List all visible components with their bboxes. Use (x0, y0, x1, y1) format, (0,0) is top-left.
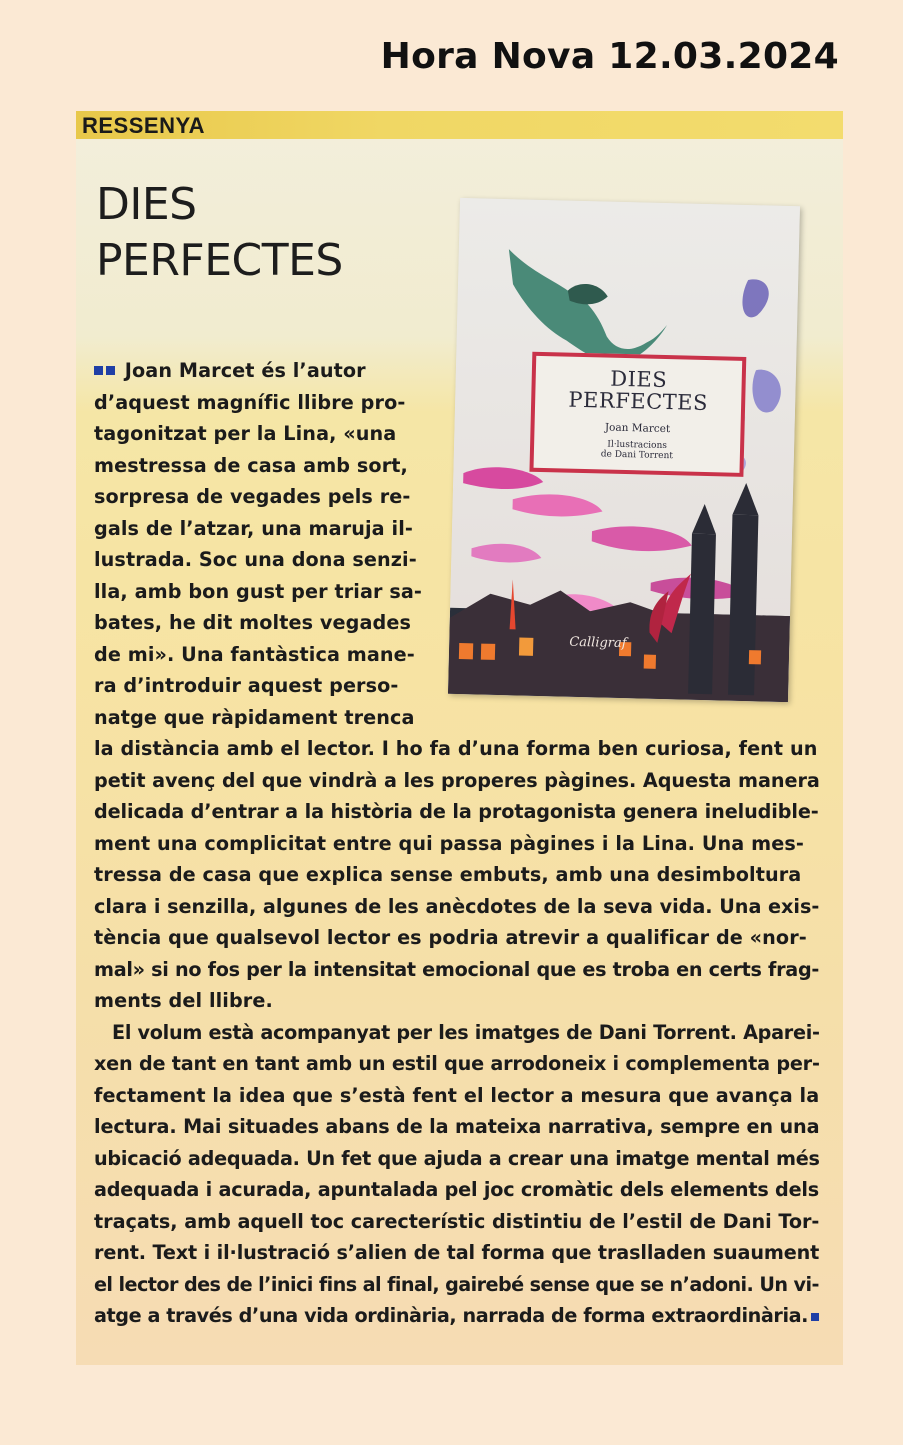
title-line: PERFECTES (96, 235, 343, 286)
text-line: mestressa de casa amb sort, (94, 453, 408, 477)
text-line: lla, amb bon gust per triar sa- (94, 579, 422, 603)
text-line: ubicació adequada. Un fet que ajuda a crear una imatge mental més (94, 1146, 820, 1170)
text-line: lustrada. Soc una dona senzi- (94, 548, 417, 571)
text-line: lectura. Mai situades abans de la mateixa narrativa, sempre en una (94, 1115, 820, 1138)
cover-title-line: PERFECTES (568, 387, 709, 416)
paragraph-marker-icon (94, 366, 103, 375)
text-line: fectament la idea que s’està fent el lector a mesura que avança la (94, 1083, 820, 1107)
cover-author: Joan Marcet (604, 421, 671, 436)
text-line: tressa de casa que explica sense embuts, amb una desimboltura (94, 863, 802, 886)
title-line: DIES (96, 179, 197, 230)
text-line: El volum està acompanyat per les imatges de Dani Torrent. Aparei- (112, 1020, 820, 1044)
section-tag: RESSENYA (82, 113, 206, 138)
cover-illustrator-line: Il·lustracions (607, 439, 668, 452)
text-line: ment una complicitat entre qui passa pàgines i la Lina. Una mes- (94, 831, 804, 855)
text-line: d’aquest magnífic llibre pro- (94, 390, 406, 414)
text-line: ments del llibre. (94, 989, 273, 1012)
text-line: delicada d’entrar a la història de la protagonista genera ineludible- (94, 800, 819, 823)
cover-title-box (529, 352, 746, 477)
end-marker-icon (811, 1313, 819, 1321)
article-title (96, 177, 343, 289)
text-line: xen de tant en tant amb un estil que arrodoneix i complementa per- (94, 1052, 820, 1075)
text-line: ra d’introduir aquest perso- (94, 674, 399, 697)
cover-title (535, 366, 742, 415)
text-line: clara i senzilla, algunes de les anècdotes de la seva vida. Una exis- (94, 894, 820, 918)
section-bar (76, 111, 843, 139)
article-body (94, 733, 826, 1332)
cover-illustrator-line: de Dani Torrent (600, 449, 674, 462)
text-line: la distància amb el lector. I ho fa d’una forma ben curiosa, fent un (94, 737, 818, 760)
text-line: adequada i acurada, apuntalada pel joc cromàtic dels elements dels (94, 1178, 820, 1201)
text-line: natge que ràpidament trenca (94, 705, 415, 729)
text-line: gals de l’atzar, una maruja il- (94, 516, 413, 540)
book-cover-image (448, 198, 800, 702)
article-lead-column (94, 355, 446, 733)
text-line: bates, he dit moltes vegades (94, 611, 411, 634)
text-line: el lector des de l’inici fins al final, gairebé sense que se n’adoni. Un vi- (94, 1272, 819, 1296)
text-line: tagonitzat per la Lina, «una (94, 422, 397, 445)
text-line: mal» si no fos per la intensitat emocional que es troba en certs frag- (94, 957, 820, 981)
text-line: traçats, amb aquell toc carecterístic distintiu de l’estil de Dani Tor- (94, 1209, 820, 1233)
text-line: sorpresa de vegades pels re- (94, 485, 411, 508)
text-line: tència que qualsevol lector es podria atrevir a qualificar de «nor- (94, 926, 807, 949)
cover-publisher: Calligraf (569, 634, 627, 652)
text-line: de mi». Una fantàstica mane- (94, 642, 415, 666)
text-line: Joan Marcet és l’autor (94, 355, 446, 387)
text-line: petit avenç del que vindrà a les properes pàgines. Aquesta manera (94, 768, 820, 792)
text-line: rent. Text i il·lustració s’alien de tal forma que traslladen suaument (94, 1241, 820, 1264)
cover-illustrator (534, 438, 740, 463)
source-caption: Hora Nova 12.03.2024 (380, 36, 839, 77)
paragraph-marker-icon (106, 366, 115, 375)
newspaper-clipping (76, 111, 843, 1365)
cover-title-line: DIES (610, 366, 668, 393)
text-line: atge a través d’una vida ordinària, narrada de forma extraordinària. (94, 1300, 826, 1332)
